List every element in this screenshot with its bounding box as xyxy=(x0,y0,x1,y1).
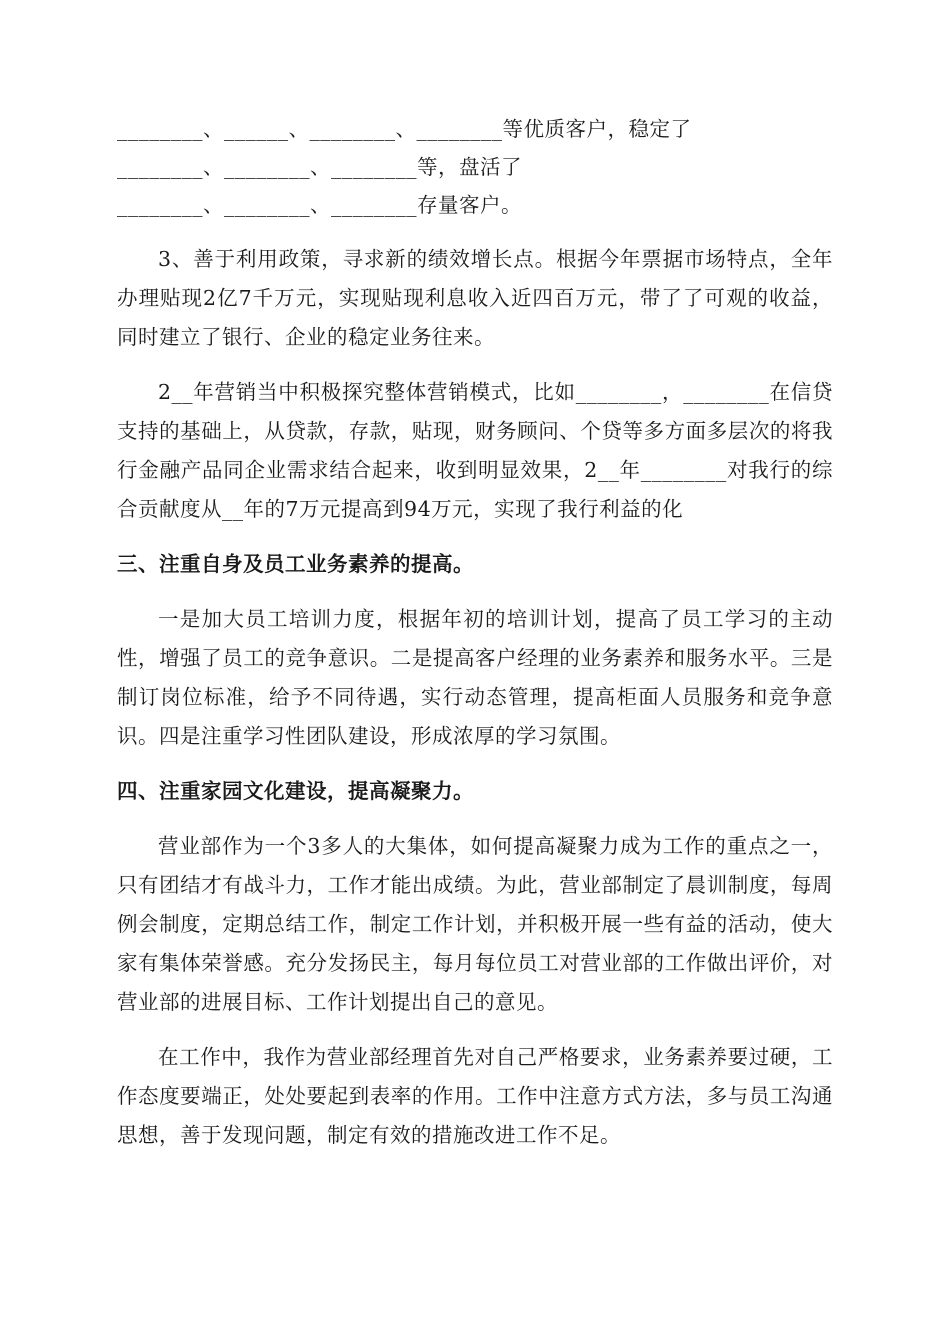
section-heading-4: 四、注重家园文化建设，提高凝聚力。 xyxy=(117,779,474,803)
paragraph-training: 一是加大员工培训力度，根据年初的培训计划，提高了员工学习的主动性，增强了员工的竞争意识。二是提高客户经理的业务素养和服务水平。三是制订岗位标准，给予不同待遇，实行动态管理，提高柜面人员服务和竞争意识。四是注重学习性团队建设，形成浓厚的学习氛围。 xyxy=(117,607,833,748)
paragraph-culture: 营业部作为一个3多人的大集体，如何提高凝聚力成为工作的重点之一，只有团结才有战斗力，工作才能出成绩。为此，营业部制定了晨训制度，每周例会制度，定期总结工作，制定工作计划，并积极开展一些有益的活动，使大家有集体荣誉感。充分发扬民主，每月每位员工对营业部的工作做出评价，对营业部的进展目标、工作计划提出自己的意见。 xyxy=(117,834,833,1014)
document-page xyxy=(117,110,833,1155)
section-heading-3: 三、注重自身及员工业务素养的提高。 xyxy=(117,552,474,576)
blank-line-2: ________、________、________等，盘活了 xyxy=(117,155,522,179)
paragraph-marketing: 2__年营销当中积极探究整体营销模式，比如________，________在信贷支持的基础上，从贷款，存款，贴现，财务顾问、个贷等多方面多层次的将我行金融产品同企业需求结合起来，收到明显效果，2__年________对我行的综合贡献度从__年的7万元提高到94万元，实现了我行利益的化 xyxy=(117,380,833,521)
paragraph-self: 在工作中，我作为营业部经理首先对自己严格要求，业务素养要过硬，工作态度要端正，处处要起到表率的作用。工作中注意方式方法，多与员工沟通思想，善于发现问题，制定有效的措施改进工作不足。 xyxy=(117,1045,833,1147)
blank-line-3: ________、________、________存量客户。 xyxy=(117,193,522,217)
blank-line-1: ________、______、________、________等优质客户，稳定了 xyxy=(117,117,692,141)
paragraph-policy: 3、善于利用政策，寻求新的绩效增长点。根据今年票据市场特点，全年办理贴现2亿7千万元，实现贴现利息收入近四百万元，带了了可观的收益，同时建立了银行、企业的稳定业务往来。 xyxy=(117,247,833,349)
